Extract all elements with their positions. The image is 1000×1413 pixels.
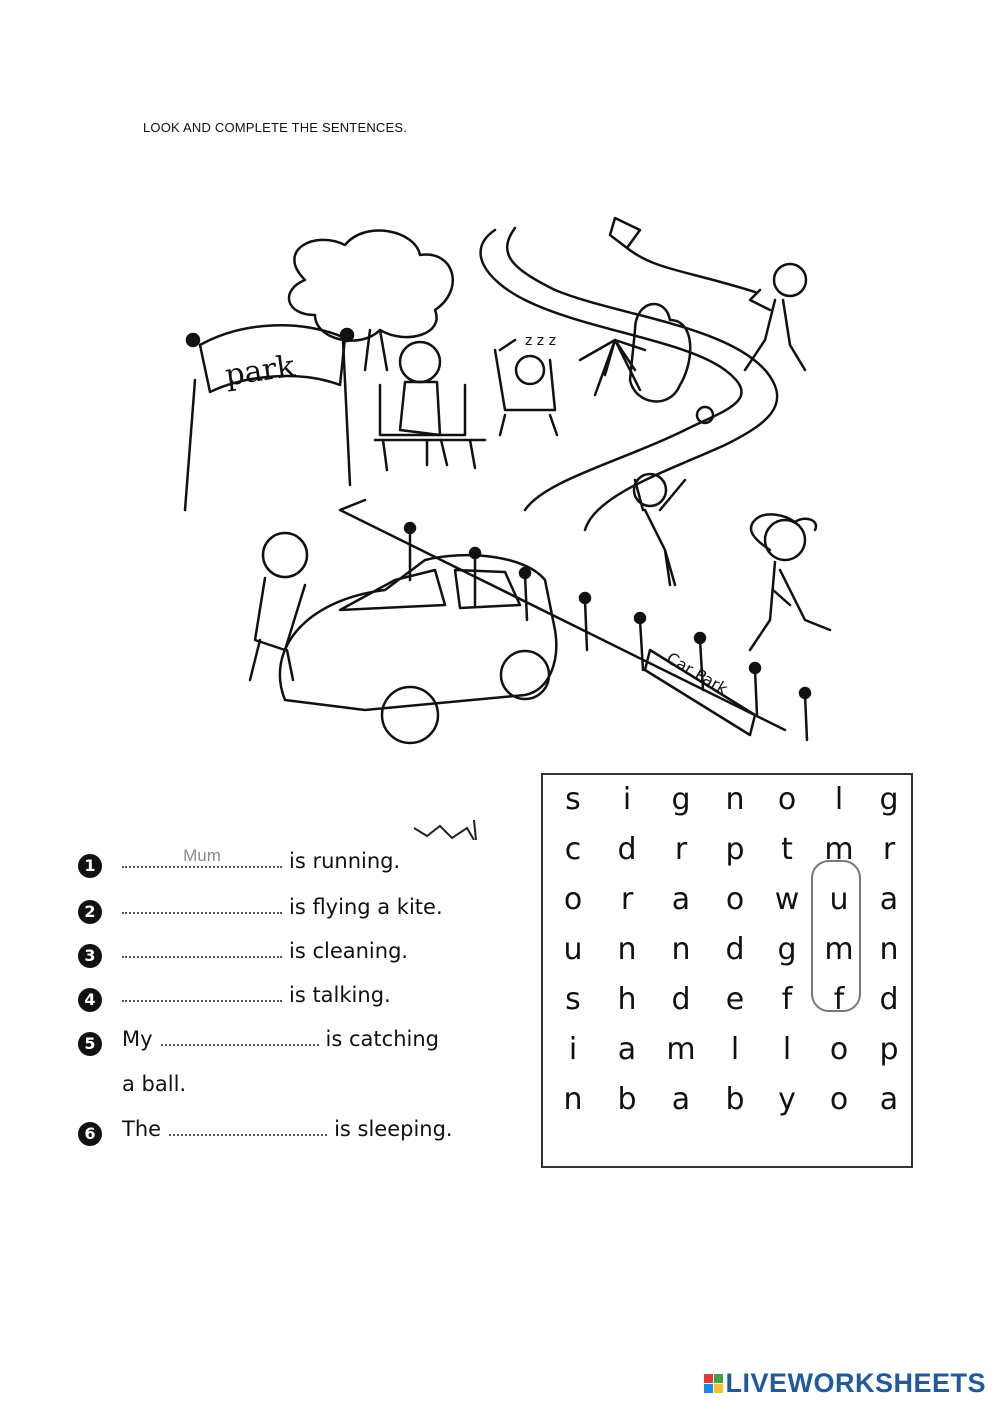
- scribble-icon: [412, 818, 482, 840]
- grid-letter[interactable]: i: [622, 782, 632, 817]
- answer-blank-1[interactable]: [122, 848, 282, 868]
- grid-letter[interactable]: f: [833, 982, 845, 1017]
- sentence-text: is running.: [289, 849, 401, 873]
- grid-letter[interactable]: b: [617, 1082, 637, 1117]
- logo-mark-icon: [704, 1374, 723, 1393]
- grid-letter[interactable]: e: [725, 982, 745, 1017]
- grid-letter[interactable]: a: [671, 882, 691, 917]
- number-badge: 2: [78, 900, 102, 924]
- grid-letter[interactable]: s: [565, 982, 581, 1017]
- grid-letter[interactable]: n: [617, 932, 637, 967]
- grid-letter[interactable]: p: [725, 832, 745, 867]
- sentence-text: is talking.: [289, 983, 391, 1007]
- number-badge: 5: [78, 1032, 102, 1056]
- grid-letter[interactable]: r: [674, 832, 688, 867]
- grid-letter[interactable]: u: [829, 882, 849, 917]
- grid-letter[interactable]: m: [824, 832, 854, 867]
- grid-letter[interactable]: n: [671, 932, 691, 967]
- grid-letter[interactable]: g: [671, 782, 691, 817]
- grid-letter[interactable]: m: [824, 932, 854, 967]
- liveworksheets-logo: [704, 1368, 986, 1399]
- sentence-2: [78, 894, 443, 921]
- grid-letter[interactable]: a: [671, 1082, 691, 1117]
- number-badge: 1: [78, 854, 102, 878]
- logo-text: LIVEWORKSHEETS: [725, 1368, 986, 1398]
- sentence-prefix: My: [122, 1027, 153, 1051]
- park-sign-text: park: [223, 349, 297, 394]
- sentence-3: [78, 938, 408, 965]
- answer-blank-4[interactable]: [122, 982, 282, 1002]
- park-illustration: [165, 210, 845, 760]
- sentence-text: is flying a kite.: [289, 895, 443, 919]
- car-park-sign-text: Car Park: [663, 648, 732, 699]
- grid-letter[interactable]: a: [879, 1082, 899, 1117]
- number-badge: 4: [78, 988, 102, 1012]
- sentence-prefix: The: [122, 1117, 162, 1141]
- sentence-text: is cleaning.: [289, 939, 409, 963]
- grid-letter[interactable]: d: [671, 982, 691, 1017]
- answer-input-4[interactable]: [122, 980, 282, 1000]
- grid-letter[interactable]: i: [568, 1032, 578, 1067]
- answer-input-5[interactable]: [161, 1024, 319, 1044]
- sentence-text: is sleeping.: [334, 1117, 453, 1141]
- grid-letter[interactable]: o: [777, 782, 797, 817]
- answer-input-1[interactable]: [122, 846, 282, 866]
- grid-letter[interactable]: r: [620, 882, 634, 917]
- grid-letter[interactable]: a: [617, 1032, 637, 1067]
- grid-letter[interactable]: p: [879, 1032, 899, 1067]
- number-badge: 6: [78, 1122, 102, 1146]
- grid-letter[interactable]: l: [782, 1032, 792, 1067]
- grid-letter[interactable]: f: [781, 982, 793, 1017]
- grid-letter[interactable]: n: [563, 1082, 583, 1117]
- grid-letter[interactable]: n: [879, 932, 899, 967]
- answer-input-2[interactable]: [122, 892, 282, 912]
- snore-text: z z z: [525, 333, 556, 349]
- sentence-text: is catching: [325, 1027, 439, 1051]
- answer-blank-6[interactable]: [169, 1116, 327, 1136]
- sentence-5-continuation: [122, 1072, 186, 1096]
- grid-letter[interactable]: w: [774, 882, 800, 917]
- grid-letter[interactable]: d: [617, 832, 637, 867]
- sentence-6: [78, 1116, 453, 1143]
- answer-blank-5[interactable]: [161, 1026, 319, 1046]
- grid-letter[interactable]: a: [879, 882, 899, 917]
- number-badge: 3: [78, 944, 102, 968]
- grid-letter[interactable]: s: [565, 782, 581, 817]
- grid-letter[interactable]: c: [564, 832, 582, 867]
- grid-letter[interactable]: o: [829, 1082, 849, 1117]
- grid-letter[interactable]: n: [725, 782, 745, 817]
- answer-input-6[interactable]: [169, 1114, 327, 1134]
- grid-letter[interactable]: o: [563, 882, 583, 917]
- instruction-heading: LOOK AND COMPLETE THE SENTENCES.: [143, 120, 408, 135]
- sentence-4: [78, 982, 391, 1009]
- grid-letter[interactable]: l: [730, 1032, 740, 1067]
- grid-letter[interactable]: m: [666, 1032, 696, 1067]
- found-word-circle: [811, 860, 861, 1012]
- grid-letter[interactable]: o: [829, 1032, 849, 1067]
- grid-letter[interactable]: r: [882, 832, 896, 867]
- grid-letter[interactable]: g: [777, 932, 797, 967]
- sentence-1: [78, 848, 400, 875]
- answer-blank-2[interactable]: [122, 894, 282, 914]
- grid-letter[interactable]: o: [725, 882, 745, 917]
- sentence-5: [78, 1026, 439, 1053]
- grid-letter[interactable]: y: [778, 1082, 796, 1117]
- sentence-text: a ball.: [122, 1072, 187, 1096]
- grid-letter[interactable]: b: [725, 1082, 745, 1117]
- sentences-panel: [60, 818, 490, 1158]
- grid-letter[interactable]: h: [617, 982, 637, 1017]
- answer-blank-3[interactable]: [122, 938, 282, 958]
- answer-input-3[interactable]: [122, 936, 282, 956]
- grid-letter[interactable]: u: [563, 932, 583, 967]
- grid-letter[interactable]: d: [879, 982, 899, 1017]
- grid-letter[interactable]: l: [834, 782, 844, 817]
- grid-letter[interactable]: d: [725, 932, 745, 967]
- grid-letter[interactable]: g: [879, 782, 899, 817]
- grid-letter[interactable]: t: [781, 832, 793, 867]
